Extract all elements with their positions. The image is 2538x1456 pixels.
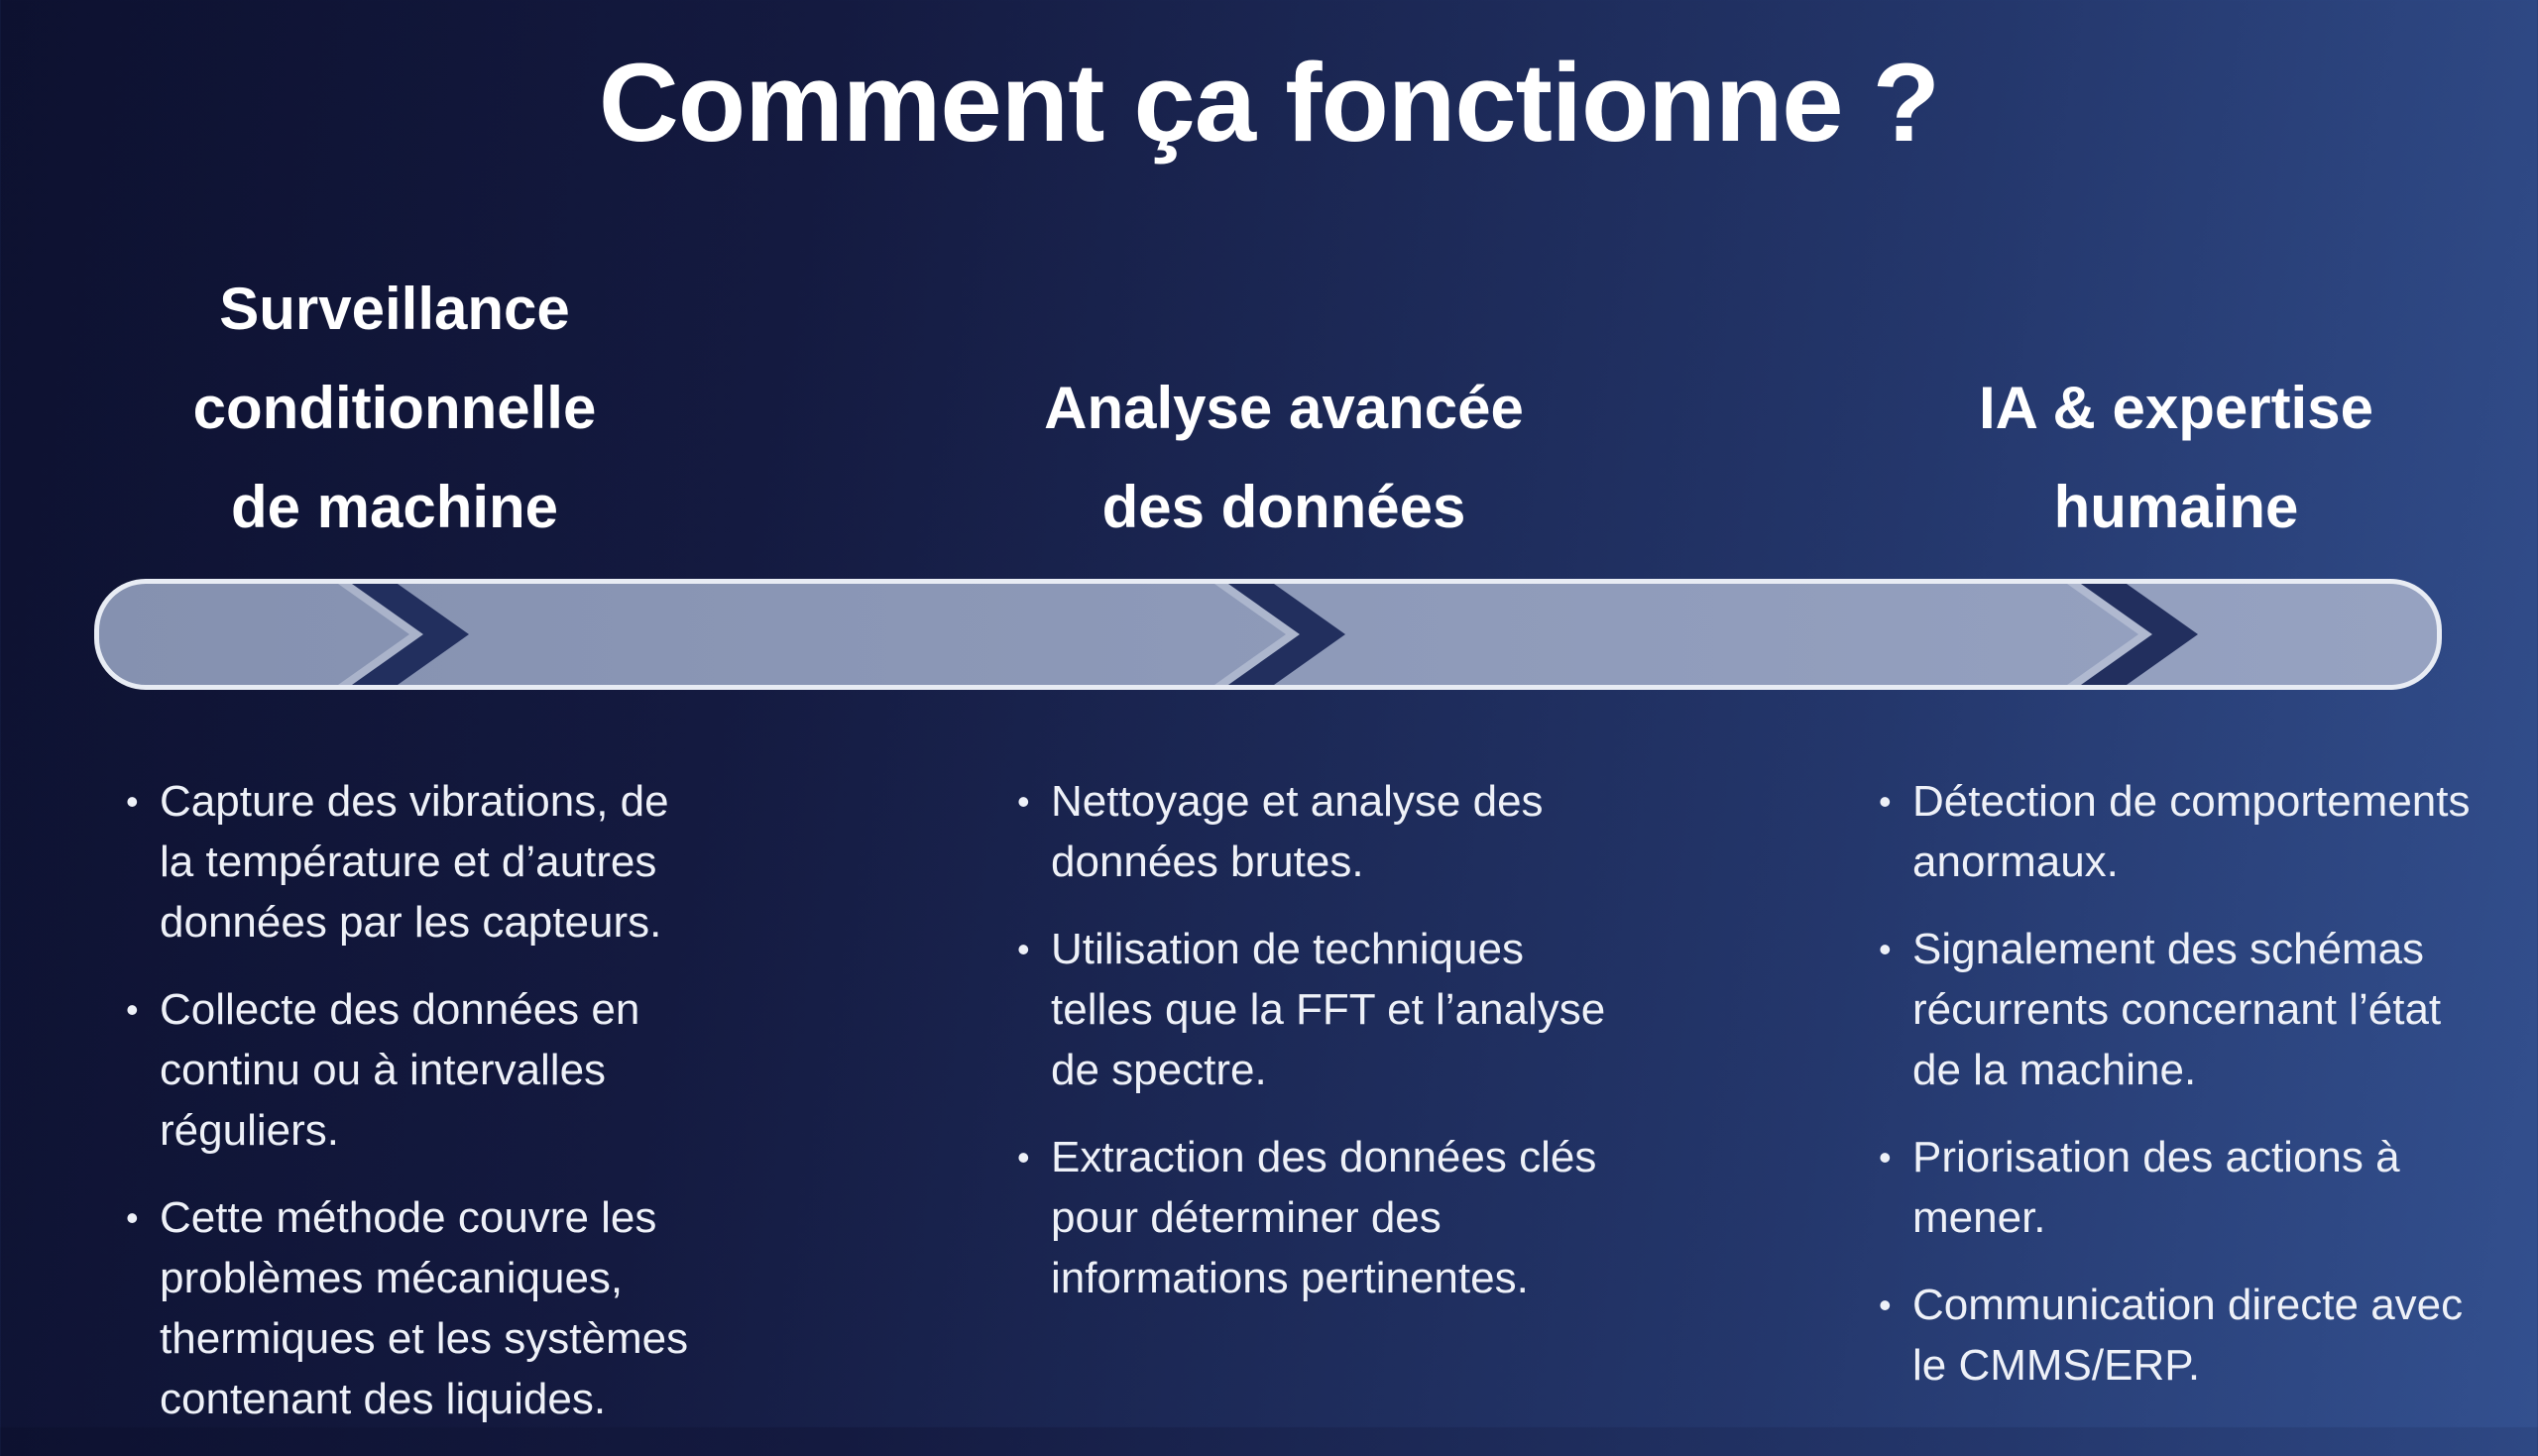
bullet-text: Communication directe avec le CMMS/ERP. xyxy=(1912,1281,2464,1390)
header-line: Analyse avancée xyxy=(1044,375,1524,441)
bullet-text: Détection de comportements anormaux. xyxy=(1912,777,2471,886)
header-line: conditionnelle xyxy=(192,375,597,441)
list-item xyxy=(1879,919,2481,1100)
bullet-text: Utilisation de techniques telles que la FFT et l’analyse de spectre. xyxy=(1051,925,1606,1094)
bullet-text: Priorisation des actions à mener. xyxy=(1912,1133,2400,1242)
column-header-ia xyxy=(1849,359,2503,557)
bullet-text: Signalement des schémas récurrents concernant l’état de la machine. xyxy=(1912,925,2442,1094)
chevron-right-icon xyxy=(2039,584,2208,685)
bullet-text: Collecte des données en continu ou à intervalles réguliers. xyxy=(160,985,640,1155)
column-header-surveillance xyxy=(67,260,722,557)
bullet-text: Nettoyage et analyse des données brutes. xyxy=(1051,777,1544,886)
process-arrow-bar xyxy=(94,579,2442,690)
list-item xyxy=(1879,1127,2481,1248)
chevron-right-icon xyxy=(1187,584,1355,685)
bullet-dot: • xyxy=(126,989,139,1030)
list-item xyxy=(1879,1275,2481,1396)
column-bullets-analyse xyxy=(1017,771,1612,1335)
bullet-dot: • xyxy=(1017,1137,1030,1177)
bullet-dot: • xyxy=(1879,929,1892,969)
header-line: des données xyxy=(1101,474,1466,540)
bullet-dot: • xyxy=(1879,1137,1892,1177)
bullet-dot: • xyxy=(1879,781,1892,822)
column-header-analyse xyxy=(957,359,1611,557)
list-item xyxy=(1017,771,1612,892)
bullet-text: Extraction des données clés pour déterminer des informations pertinentes. xyxy=(1051,1133,1597,1302)
list-item xyxy=(126,1187,699,1429)
list-item xyxy=(1017,1127,1612,1308)
bullet-text: Cette méthode couvre les problèmes mécaniques, thermiques et les systèmes contenant des liquides. xyxy=(160,1193,689,1423)
bullet-dot: • xyxy=(1017,929,1030,969)
bullet-text: Capture des vibrations, de la température et d’autres données par les capteurs. xyxy=(160,777,669,947)
bullet-dot: • xyxy=(126,1197,139,1238)
header-line: Surveillance xyxy=(219,276,570,342)
header-line: humaine xyxy=(2053,474,2299,540)
list-item xyxy=(126,979,699,1161)
page-title: Comment ça fonctionne ? xyxy=(598,41,1940,165)
list-item xyxy=(126,771,699,952)
bullet-dot: • xyxy=(1879,1285,1892,1325)
list-item xyxy=(1017,919,1612,1100)
bullet-dot: • xyxy=(126,781,139,822)
header-line: de machine xyxy=(230,474,559,540)
bullet-dot: • xyxy=(1017,781,1030,822)
header-line: IA & expertise xyxy=(1979,375,2373,441)
column-bullets-surveillance xyxy=(126,771,699,1456)
chevron-right-icon xyxy=(310,584,479,685)
list-item xyxy=(1879,771,2481,892)
column-bullets-ia xyxy=(1879,771,2481,1422)
